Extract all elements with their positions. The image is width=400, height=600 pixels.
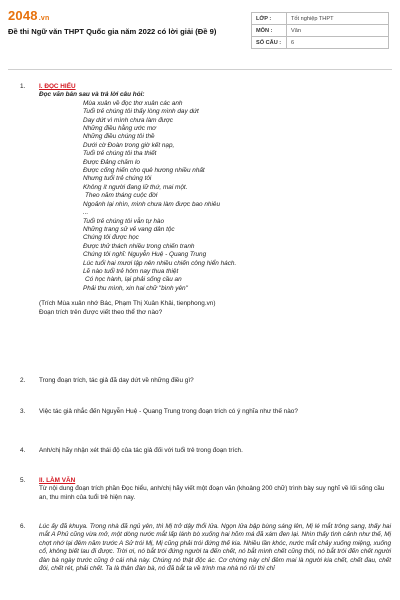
reading-prompt: Đọc văn bản sau và trả lời câu hỏi: bbox=[39, 91, 145, 99]
poem-line: Có học hành, lại phải sống cầu an bbox=[85, 276, 182, 284]
poem-line: Mùa xuân về đọc thơ xuân các anh bbox=[83, 99, 183, 107]
question-text: Trong đoạn trích, tác giả đã day dứt về những điều gì? bbox=[39, 377, 194, 384]
meta-value: 6 bbox=[287, 37, 389, 49]
poem-line: Nhưng tuổi trẻ chúng tôi bbox=[83, 175, 152, 183]
question-number: 3. bbox=[20, 408, 26, 415]
page-header bbox=[0, 0, 400, 62]
document-meta-table bbox=[251, 12, 389, 49]
poem-line: Tuổi trẻ chúng tôi vẫn tự hào bbox=[83, 217, 165, 225]
header-divider bbox=[8, 69, 392, 70]
question-text: Từ nội dung đoạn trích phần Đọc hiểu, anh/chị hãy viết một đoạn văn (khoảng 200 chữ) trình bày suy nghĩ về lối sống cầu an, thu mình của tuổi trẻ hiện nay. bbox=[39, 485, 385, 501]
question-number: 2. bbox=[20, 377, 26, 384]
poem-line: Lúc tuổi hai mươi lập nên nhiều chiến công hiển hách. bbox=[83, 259, 237, 267]
meta-key: MÔN : bbox=[252, 25, 287, 37]
section-heading-reading: I. ĐỌC HIỂU bbox=[39, 83, 76, 90]
meta-key: LỚP : bbox=[252, 13, 287, 25]
meta-row-class bbox=[252, 13, 389, 25]
poem-line: Phải thu mình, xin hai chữ "bình yên" bbox=[83, 284, 188, 292]
poem-line: Chúng tôi nghĩ: Nguyễn Huệ - Quang Trung bbox=[83, 251, 207, 259]
poem-line: Lẽ nào tuổi trẻ hôm nay thua thiệt bbox=[83, 267, 179, 275]
poem-line: Day dứt vì mình chưa làm được bbox=[83, 116, 173, 124]
question-text: Việc tác giả nhắc đến Nguyễn Huệ - Quang Trung trong đoạn trích có ý nghĩa như thế nào? bbox=[39, 408, 298, 415]
question-passage: Lúc ấy đã khuya. Trong nhà đã ngủ yên, thì Mị trở dậy thổi lửa. Ngọn lửa bập bùng sáng lên, Mị lé mắt trông sang, thấy hai mắt A Phủ cũng vừa mở, một dòng nước mắt lấp lánh bò xuống hai hõm má đã xám đen lại. Nhìn thấy tình cảnh như thế, Mị chợt nhớ lại đêm năm trước A Sử trói Mị, Mị cũng phải trói đứng thế kia. Nhiều lần khóc, nước mắt chảy xuống miệng, xuống cổ, không biết lau đi được. Trời ơi, nó bắt trói đứng người ta đến chết, nó bắt mình chết cũng thôi, nó bắt trói đến chết người đàn bà ngày trước cũng ở cái nhà này. Chúng nó thật độc ác. Cơ chừng này chỉ đêm mai là người kia chết, chết đau, chết đói, chết rét, phải chết. Ta là thân đàn bà, nó đã bắt ta về trình ma nhà nó rồi thì chỉ bbox=[39, 523, 391, 573]
poem-line: Những trang sử vẻ vang dân tộc bbox=[83, 225, 175, 233]
poem-line: Tuổi trẻ chúng tôi thấy lòng mình day dứt bbox=[83, 108, 199, 116]
poem-line: Ngoảnh lại nhìn, mình chưa làm được bao nhiêu bbox=[83, 200, 221, 208]
meta-row-subject bbox=[252, 25, 389, 37]
question-number: 5. bbox=[20, 477, 26, 484]
poem-line: Tuổi trẻ chúng tôi tha thiết bbox=[83, 150, 157, 158]
document-title: Đề thi Ngữ văn THPT Quốc gia năm 2022 có lời giải (Đề 9) bbox=[8, 27, 217, 36]
question-number: 4. bbox=[20, 447, 26, 454]
poem-line: Những điều chúng tôi thề bbox=[83, 133, 155, 141]
poem-excerpt bbox=[83, 100, 391, 293]
poem-source: (Trích Mùa xuân nhớ Bác, Phạm Thị Xuân Khải, tienphong.vn) bbox=[39, 300, 216, 308]
poem-line: Chúng tôi được học bbox=[83, 234, 139, 242]
question-text: Anh/chị hãy nhận xét thái độ của tác giả đối với tuổi trẻ trong đoạn trích. bbox=[39, 447, 243, 454]
logo-suffix: .vn bbox=[38, 15, 50, 22]
meta-value: Văn bbox=[287, 25, 389, 37]
logo-text: 2048 bbox=[8, 8, 38, 23]
poem-line: Được thử thách nhiều trong chiến tranh bbox=[83, 242, 195, 250]
question-text: Đoạn trích trên được viết theo thể thơ nào? bbox=[39, 308, 163, 316]
section-heading-writing: II. LÀM VĂN bbox=[39, 477, 76, 484]
site-logo[interactable] bbox=[8, 8, 49, 23]
poem-line: ... bbox=[83, 209, 89, 217]
poem-line: Được cống hiến cho quê hương nhiều nhất bbox=[83, 167, 205, 175]
question-number: 1. bbox=[20, 83, 26, 90]
poem-line: Theo năm tháng cuộc đời bbox=[85, 192, 158, 200]
poem-line: Những điều hằng ước mơ bbox=[83, 125, 157, 133]
meta-value: Tốt nghiệp THPT bbox=[287, 13, 389, 25]
poem-line: Dưới cờ Đoàn trong giờ kết nạp, bbox=[83, 141, 175, 149]
meta-key: SỐ CÂU : bbox=[252, 37, 287, 49]
poem-line: Được Đảng chăm lo bbox=[83, 158, 140, 166]
meta-row-count bbox=[252, 37, 389, 49]
poem-line: Không ít người đang lữ thứ, mai một. bbox=[83, 183, 188, 191]
question-number: 6. bbox=[20, 523, 26, 530]
